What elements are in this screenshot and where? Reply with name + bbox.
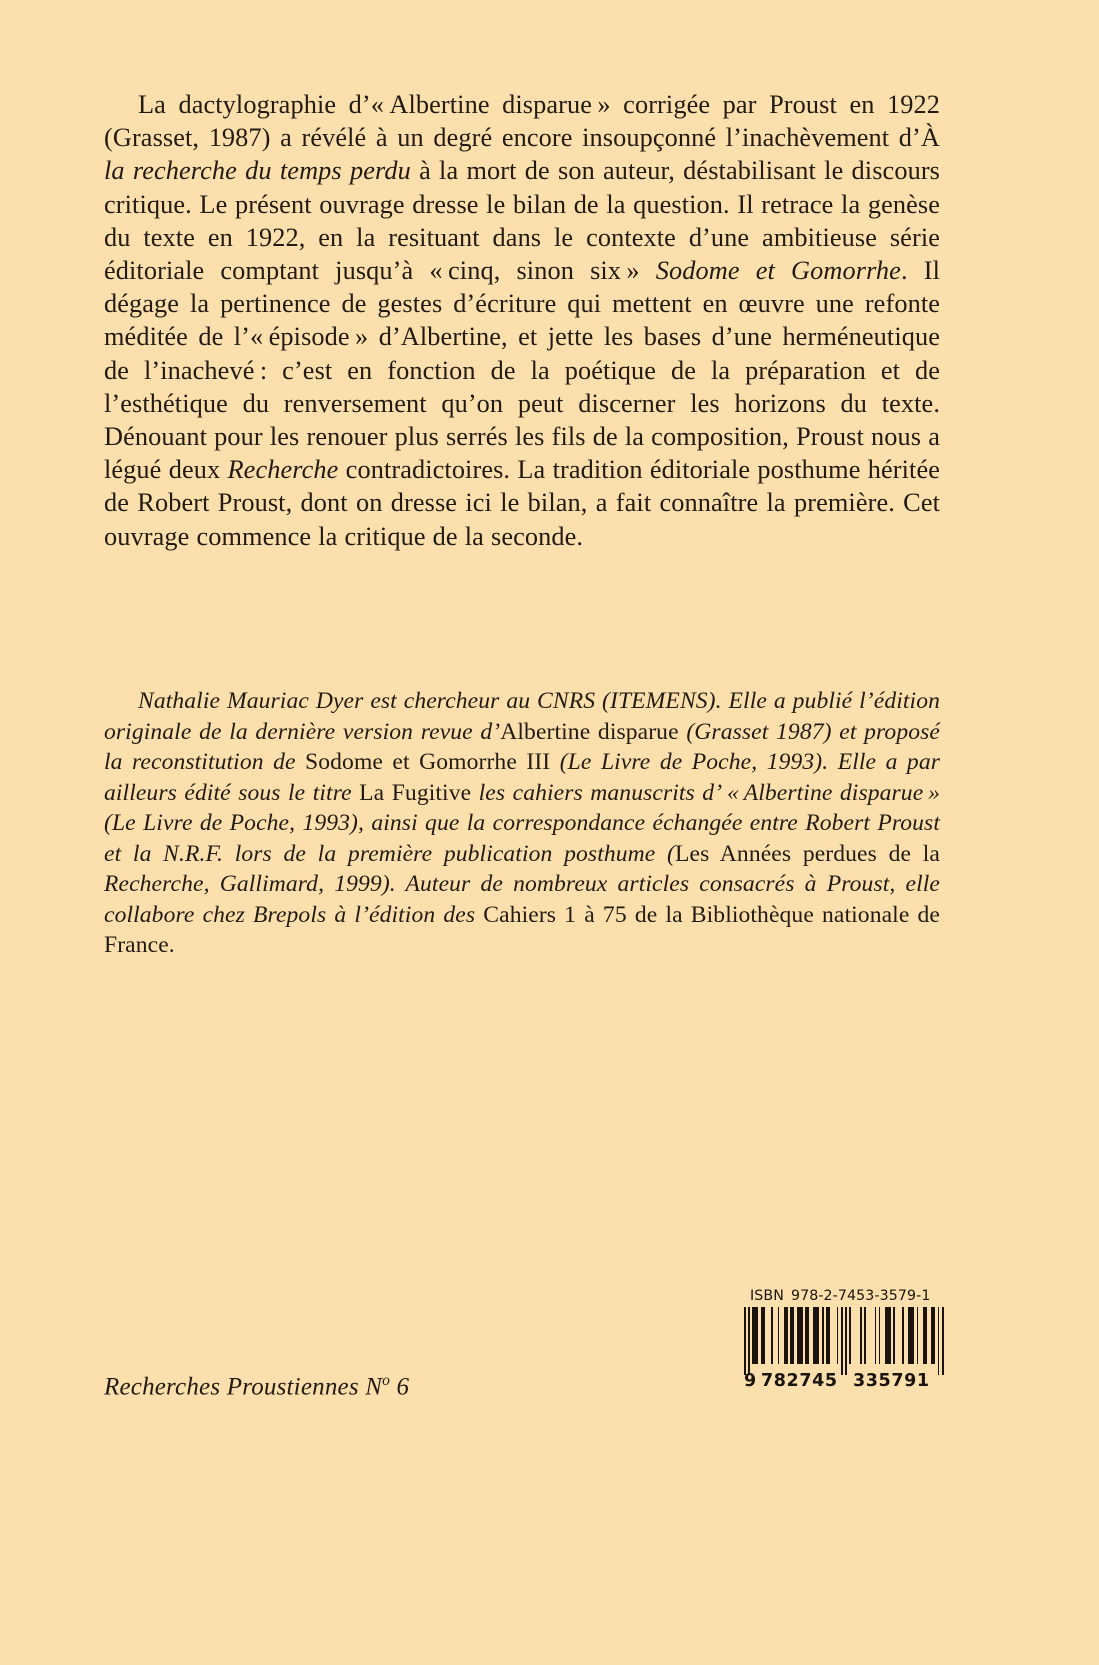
blurb-title-recherche: la recherche du temps perdu — [104, 156, 411, 186]
barcode-bar — [841, 1307, 843, 1375]
bio-segment-10: Cahiers 1 à 75 de la Bibliothèque nationale de France. — [104, 901, 940, 958]
barcode-bar — [845, 1307, 847, 1375]
barcode-digits — [744, 1373, 944, 1391]
barcode-bar — [917, 1307, 919, 1364]
isbn-label: ISBN — [750, 1288, 784, 1304]
barcode-block — [744, 1288, 944, 1391]
barcode-bar — [923, 1307, 927, 1364]
barcode-bar — [744, 1307, 746, 1375]
barcode-bar — [790, 1307, 794, 1364]
bio-title-albertine-disparue: Albertine disparue — [500, 718, 679, 745]
barcode-bar — [864, 1307, 866, 1364]
barcode-bar — [748, 1307, 750, 1375]
barcode-bar — [771, 1307, 773, 1364]
barcode-bar — [805, 1307, 809, 1364]
barcode-bar — [902, 1307, 904, 1364]
ean-group-1: 782745 — [761, 1371, 838, 1391]
barcode-bars — [744, 1307, 944, 1375]
author-bio-paragraph — [104, 686, 940, 961]
bio-segment-5: (Le Livre de Poche, 1993). Elle a par ailleurs édité sous le titre — [104, 749, 941, 806]
blurb-title-recherche-2: Recherche — [227, 455, 339, 485]
isbn-number: 978-2-7453-3579-1 — [790, 1288, 931, 1304]
ean-group-2: 335791 — [853, 1371, 930, 1391]
series-name: Recherches Proustiennes N — [104, 1373, 383, 1401]
isbn-text — [744, 1288, 944, 1304]
series-number: 6 — [390, 1373, 410, 1401]
barcode-bar — [797, 1307, 803, 1364]
bio-segment-7: les cahiers manuscrits d’ « Albertine disparue » (Le Livre de Poche, 1993), ainsi que la correspondance échangée entre Robert Proust et la N.R.F. lors de la première publication posthume ( — [104, 779, 940, 867]
ean13-barcode — [744, 1307, 944, 1391]
barcode-bar — [938, 1307, 940, 1375]
blurb-paragraph — [104, 88, 940, 553]
barcode-bar — [826, 1307, 830, 1364]
blurb-segment-5: . Il dégage la pertinence de gestes d’écriture qui mettent en œuvre une refonte méditée de l’« épisode » d’Albertine, et jette les bases d’une herméneutique de l’inachevé : c’est en fonction de la poétique de la préparation et de l’esthétique du renversement qu’on peut discerner les horizons du texte. Dénouant pour les renouer plus serrés les fils de la composition, Proust nous a légué deux — [104, 256, 941, 485]
bio-segment-9: Recherche, Gallimard, 1999). Auteur de nombreux articles consacrés à Proust, elle collabore chez Brepols à l’édition des — [104, 871, 940, 928]
blurb-segment-7: contradictoires. La tradition éditoriale posthume héritée de Robert Proust, dont on dresse ici le bilan, a fait connaître la première. Cet ouvrage commence la critique de la seconde. — [104, 455, 940, 551]
blurb-title-sodome: Sodome et Gomorrhe — [655, 256, 901, 286]
barcode-bar — [875, 1307, 877, 1364]
ean-left-digit: 9 — [744, 1371, 757, 1391]
barcode-bar — [837, 1307, 839, 1364]
barcode-bar — [908, 1307, 914, 1364]
barcode-bar — [822, 1307, 824, 1364]
blurb-segment-3: à la mort de son auteur, déstabilisant le discours critique. Le présent ouvrage dresse le bilan de la question. Il retrace la genèse du texte en 1922, en la resituant dans le contexte d’une ambitieuse série éditoriale comptant jusqu’à « cinq, sinon six » — [104, 156, 941, 286]
bio-title-la-fugitive: La Fugitive — [359, 779, 472, 806]
bio-segment-3: (Grasset 1987) et proposé la reconstitution de — [104, 718, 940, 775]
series-ordinal-superscript: o — [382, 1372, 391, 1389]
barcode-bar — [893, 1307, 895, 1364]
bio-title-sodome-gomorrhe-iii: Sodome et Gomorrhe III — [305, 749, 551, 775]
barcode-bar — [761, 1307, 765, 1364]
barcode-bar — [879, 1307, 881, 1364]
barcode-bar — [860, 1307, 862, 1364]
series-line — [104, 1372, 409, 1402]
barcode-bar — [778, 1307, 780, 1364]
bio-title-annees-perdues: Les Années perdues de la — [675, 840, 941, 867]
barcode-bar — [942, 1307, 944, 1375]
barcode-bar — [885, 1307, 891, 1364]
barcode-bar — [784, 1307, 788, 1364]
bio-segment-1: Nathalie Mauriac Dyer est chercheur au CNRS (ITEMENS). Elle a publié l’édition originale de la dernière version revue d’ — [104, 688, 940, 745]
barcode-bar — [813, 1307, 819, 1364]
barcode-bar — [849, 1307, 851, 1364]
blurb-segment-1: La dactylographie d’« Albertine disparue » corrigée par Proust en 1922 (Grasset, 1987) a révélé à un degré encore insoupçonné l’inachèvement d’À — [104, 90, 940, 153]
barcode-bar — [931, 1307, 935, 1364]
barcode-bar — [752, 1307, 758, 1364]
